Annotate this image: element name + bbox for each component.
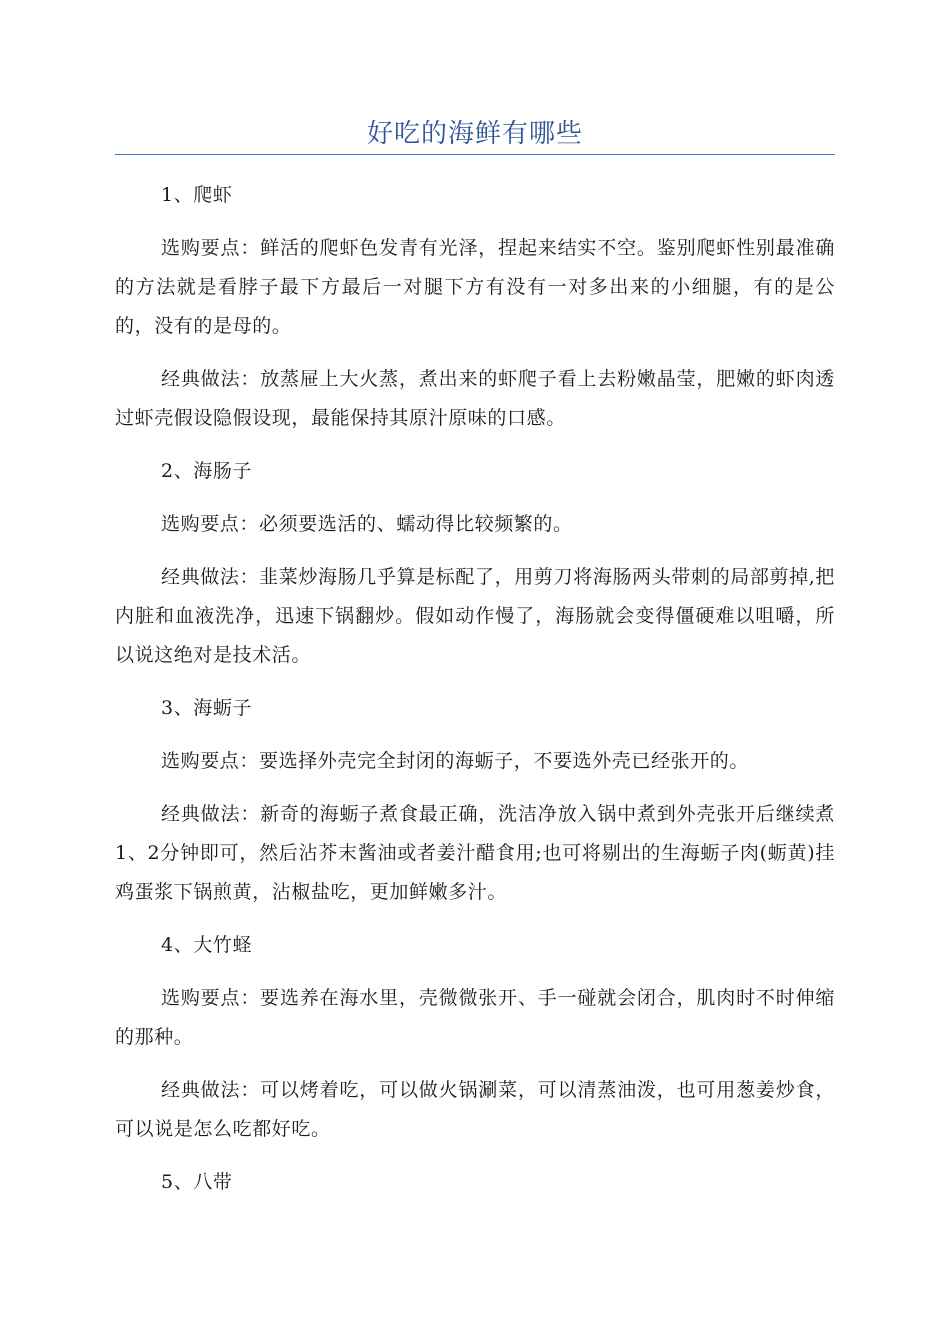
section-heading: 3、海蛎子	[161, 697, 253, 719]
title-underline	[115, 154, 835, 155]
document-title: 好吃的海鲜有哪些	[366, 119, 583, 149]
section-paragraph: 选购要点：要选养在海水里，壳微微张开、手一碰就会闭合，肌肉时不时伸缩的那种。	[115, 987, 835, 1048]
section-paragraph: 经典做法：韭菜炒海肠几乎算是标配了，用剪刀将海肠两头带刺的局部剪掉,把内脏和血液洗净，迅速下锅翻炒。假如动作慢了，海肠就会变得僵硬难以咀嚼，所以说这绝对是技术活。	[115, 566, 835, 666]
section-heading: 2、海肠子	[161, 460, 253, 482]
section-paragraph: 经典做法：新奇的海蛎子煮食最正确，洗洁净放入锅中煮到外壳张开后继续煮1、2分钟即可，然后沾芥末酱油或者姜汁醋食用;也可将剔出的生海蛎子肉(蛎黄)挂鸡蛋浆下锅煎黄，沾椒盐吃，更加鲜嫩多汁。	[115, 803, 835, 903]
section-paragraph: 选购要点：鲜活的爬虾色发青有光泽，捏起来结实不空。鉴别爬虾性别最准确的方法就是看脖子最下方最后一对腿下方有没有一对多出来的小细腿，有的是公的，没有的是母的。	[115, 237, 835, 337]
section-heading: 1、爬虾	[161, 184, 233, 206]
section-heading: 4、大竹蛏	[161, 934, 253, 956]
section-paragraph: 选购要点：要选择外壳完全封闭的海蛎子，不要选外壳已经张开的。	[161, 750, 750, 772]
section-paragraph: 经典做法：放蒸屉上大火蒸，煮出来的虾爬子看上去粉嫩晶莹，肥嫩的虾肉透过虾壳假设隐假设现，最能保持其原汁原味的口感。	[115, 368, 835, 429]
section-paragraph: 经典做法：可以烤着吃，可以做火锅涮菜，可以清蒸油泼，也可用葱姜炒食，可以说是怎么吃都好吃。	[115, 1079, 835, 1140]
section-heading: 5、八带	[161, 1171, 233, 1193]
document-body	[115, 176, 835, 1216]
section-paragraph: 选购要点：必须要选活的、蠕动得比较频繁的。	[161, 513, 573, 535]
